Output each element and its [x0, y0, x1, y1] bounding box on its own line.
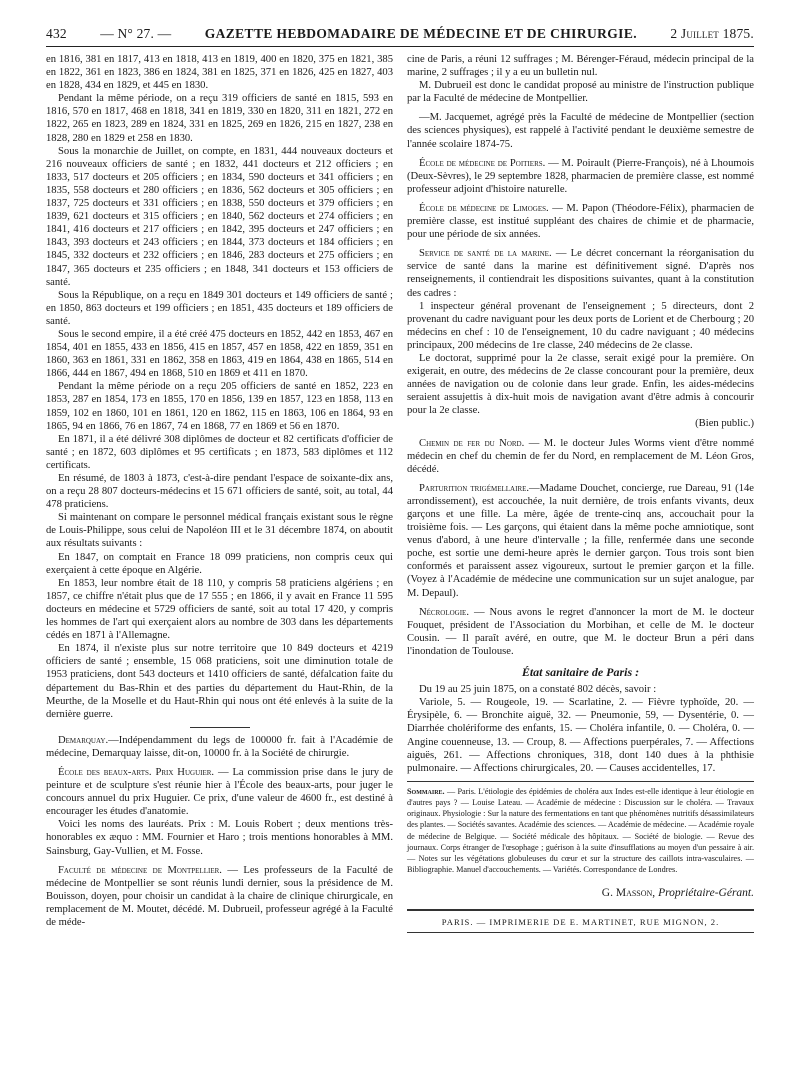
- article-text: cine de Paris, a réuni 12 suffrages ; M. Bérenger-Féraud, médecin principal de la marine, 2 suffrages ; il y a eu un bulletin nul.: [407, 54, 754, 79]
- article-paragraph: [46, 92, 393, 144]
- article-text: En 1874, il n'existe plus sur notre territoire que 10 849 docteurs et 4219 officiers de santé ; ensemble, 15 068 praticiens, soit une diminution totale de 1953 praticiens, dont 543 docteurs et 1410 officiers de santé, défalcation faite du département du Bas-Rhin et des parties du département du Haut-Rhin, de la Meurthe, de la Moselle et du Haut-Rhin qui nous ont été enlevés à la suite de la dernière guerre.: [46, 643, 393, 720]
- left-column: [46, 53, 393, 1063]
- article-lead: Service de santé de la marine.: [419, 248, 552, 260]
- article-paragraph: [407, 202, 754, 241]
- article-text: Pendant la même période on a reçu 205 officiers de santé en 1852, 223 en 1853, 287 en 1854, 173 en 1855, 170 en 1856, 139 en 1857, 123 en 1858, 113 en 1859, 102 en 1860, 101 en 1861, 120 en 1862, 115 en 1863, 106 en 1864, 93 en 1865, 94 en 1866, 76 en 1867, 74 en 1868, 77 en 1869 et 56 en 1870.: [46, 381, 393, 432]
- article-text: — Le décret concernant la réorganisation du service de santé dans la marine est définitivement signé. D'après nos renseignements, il contiendrait les dispositions suivantes, quant à la constitution des cadres :: [407, 248, 754, 299]
- article-text: 1 inspecteur général provenant de l'enseignement ; 5 directeurs, dont 2 provenant du cadre naviguant pour les deux ports de Lorient et de Cherbourg ; 20 médecins en chef : 10 de l'enseignement, 10 du cadre naviguant ; 40 médecins principaux, 200 médecins de 1re classe, 240 médecins de 2e classe.: [407, 300, 754, 351]
- article-paragraph: [46, 511, 393, 550]
- article-text: —Madame Douchet, concierge, rue Dareau, 91 (14e arrondissement), est accouchée, la nuit dernière, de trois enfants vivants, deux garçons et une fille. La mère, âgée de trente-cinq ans, accouchait pour la troisième fois. — Les garçons, qui étaient dans la même poche amniotique, sont venus d'abord, à une heure d'intervalle ; la fille, renfermée dans une seconde poche, est sortie une demi-heure après le dernier garçon. Tous trois sont bien conformés et paraissent assez vigoureux, surtout le premier garçon et la fille. (Voyez à l'Académie de médecine une communication sur un sujet analogue, par M. Depaul).: [407, 482, 754, 599]
- article-text: Le doctorat, supprimé pour la 2e classe, serait exigé pour la première. On exigerait, en outre, des médecins de 2e classe concourant pour la première, deux années de navigation ou de colonie dans leur grade. Enfin, les aides-médecins seraient assujettis à dix-huit mois de navigation avant d'être admis à concourir pour la 2e classe.: [407, 352, 754, 417]
- article-text: En résumé, de 1803 à 1873, c'est-à-dire pendant l'espace de soixante-dix ans, on a reçu 28 807 docteurs-médecins et 15 671 officiers de santé, soit, au total, 44 478 praticiens.: [46, 473, 393, 511]
- article-paragraph: [407, 352, 754, 417]
- article-paragraph: [46, 766, 393, 818]
- issue-number: — N° 27. —: [100, 26, 172, 41]
- article-paragraph: [407, 53, 754, 79]
- article-paragraph: [46, 53, 393, 92]
- article-text: —Indépendamment du legs de 100000 fr. fait à l'Académie de médecine, Demarquay laisse, dit-on, 10000 fr. à la Société de chirurgie.: [46, 734, 393, 759]
- article-paragraph: [46, 328, 393, 380]
- article-paragraph: [46, 864, 393, 929]
- article-text: Sous la République, on a reçu en 1849 301 docteurs et 149 officiers de santé ; en 1850, 863 docteurs et 199 officiers ; en 1851, 435 docteurs et 189 officiers de santé.: [46, 289, 393, 327]
- summary-lead: Sommaire.: [407, 786, 445, 796]
- article-lead: Faculté de médecine de Montpellier.: [58, 864, 222, 876]
- article-paragraph: [407, 417, 754, 430]
- article-text: — M. Poirault (Pierre-François), né à Lhoumois (Deux-Sèvres), le 29 septembre 1828, pharmacien de première classe, est nommé professeur adjoint d'histoire naturelle.: [407, 157, 754, 195]
- article-lead: École des beaux-arts. Prix Huguier.: [58, 766, 215, 778]
- article-paragraph: [46, 145, 393, 289]
- right-column: [407, 53, 754, 1063]
- article-paragraph: [46, 734, 393, 760]
- article-text: — M. Papon (Théodore-Félix), pharmacien de première classe, est institué suppléant des chaires de chimie et de pharmacie, pour une période de six années.: [407, 202, 754, 241]
- signature-name: G. Masson,: [601, 887, 656, 900]
- article-lead: Parturition trigémellaire.: [419, 482, 530, 494]
- journal-title: GAZETTE HEBDOMADAIRE DE MÉDECINE ET DE CHIRURGIE.: [204, 26, 637, 41]
- article-text: Du 19 au 25 juin 1875, on a constaté 802 décès, savoir :: [419, 684, 657, 696]
- article-text: Si maintenant on compare le personnel médical français existant sous le règne de Louis-Philippe, sous celui de Napoléon III et le 31 décembre 1874, on aboutit aux résultats suivants :: [46, 512, 393, 550]
- article-text: Pendant la même période, on a reçu 319 officiers de santé en 1815, 593 en 1816, 570 en 1817, 468 en 1818, 341 en 1819, 330 en 1820, 311 en 1821, 272 en 1822, 265 en 1823, 289 en 1824, 331 en 1825, 269 en 1826, 215 en 1827, 238 en 1828, 280 en 1829 et 258 en 1830.: [46, 93, 393, 144]
- article-paragraph: [46, 380, 393, 432]
- article-text: En 1853, leur nombre était de 18 110, y compris 58 praticiens algériens ; en 1857, ce chiffre n'était plus que de 17 555 ; en 1866, il y avait en France 11 595 docteurs en médecine et 5729 officiers de santé, soit au total 17 420, y compris les hommes de l'art qui exerçaient alors au nombre de 303 dans les départements cédés en 1871 à l'Allemagne.: [46, 577, 393, 642]
- article-paragraph: [46, 472, 393, 511]
- article-text: —M. Jacquemet, agrégé près la Faculté de médecine de Montpellier (section des sciences physiques), est rappelé à l'activité pendant le deuxième semestre de l'année scolaire 1874-75.: [407, 112, 754, 150]
- article-paragraph: [46, 818, 393, 857]
- article-text: Sous le second empire, il a été créé 475 docteurs en 1852, 442 en 1853, 467 en 1854, 401 en 1855, 433 en 1856, 415 en 1857, 457 en 1858, 422 en 1859, 351 en 1860, 363 en 1861, 331 en 1862, 358 en 1863, 419 en 1864, 438 en 1865, 514 en 1866, 444 en 1867, 494 en 1868, 510 en 1869 et 411 en 1870.: [46, 328, 393, 380]
- article-paragraph: [46, 433, 393, 472]
- issue-summary: [407, 781, 754, 876]
- page-number: 432: [46, 26, 67, 41]
- article-paragraph: [407, 482, 754, 600]
- publisher-signature: [407, 887, 754, 900]
- signature-role: Propriétaire-Gérant.: [655, 887, 754, 900]
- article-text: en 1816, 381 en 1817, 413 en 1818, 413 en 1819, 400 en 1820, 375 en 1821, 385 en 1822, 361 en 1823, 386 en 1824, 381 en 1825, 371 en 1826, 425 en 1827, 403 en 1828, 434 en 1829, et 445 en 1830.: [46, 54, 393, 92]
- article-lead: Demarquay.: [58, 734, 109, 746]
- article-text: — La commission prise dans le jury de peinture et de sculpture s'est réunie hier à l'École des beaux-arts, pour juger le concours annuel du prix Huguier. Ce prix, d'une valeur de 4600 fr., est destiné à encourager les études d'anatomie.: [46, 766, 393, 818]
- article-text: (Bien public.): [695, 418, 754, 430]
- article-paragraph: [46, 551, 393, 577]
- article-text: Voici les noms des lauréats. Prix : M. Louis Robert ; deux mentions très-honorables ex æquo : MM. Fournier et Haro ; trois mentions honorables à MM. Sainsburg, Gay-Vullien, et M. Fosse.: [46, 819, 393, 857]
- article-lead: Nécrologie.: [419, 606, 469, 618]
- columns: [46, 53, 754, 1063]
- article-lead: École de médecine de Limoges.: [419, 202, 549, 214]
- article-lead: École de médecine de Poitiers.: [419, 157, 546, 169]
- article-text: En 1871, il a été délivré 308 diplômes de docteur et 82 certificats d'officier de santé ; en 1872, 603 diplômes et 95 certificats ; en 1873, 583 diplômes et 112 certificats.: [46, 433, 393, 471]
- page-header: [46, 26, 754, 47]
- article-paragraph: [407, 683, 754, 696]
- article-paragraph: [407, 437, 754, 476]
- article-paragraph: [407, 300, 754, 352]
- article-paragraph: [46, 289, 393, 328]
- article-text: Variole, 5. — Rougeole, 19. — Scarlatine, 2. — Fièvre typhoïde, 20. — Érysipèle, 6. — Bronchite aiguë, 32. — Pneumonie, 59, — Dysentérie, 0. — Diarrhée cholériforme des enfants, 15. — Choléra infantile, 0. — Choléra, 0. — Angine couenneuse, 13. — Croup, 8. — Affections puerpérales, 7. — Affections aiguës, 261. — Affections chroniques, 318, dont 140 dues à la phthisie pulmonaire. — Affections chirurgicales, 20. — Causes accidentelles, 17.: [407, 697, 754, 774]
- article-paragraph: [407, 606, 754, 658]
- article-paragraph: [46, 642, 393, 721]
- article-text: — Les professeurs de la Faculté de médecine de Montpellier se sont réunis lundi dernier, sous la présidence de M. Bouisson, doyen, pour choisir un candidat à la chaire de clinique chirurgicale, en remplacement de M. Moutet, décédé. M. Dubrueil, professeur agrégé à la Faculté de méde-: [46, 864, 393, 928]
- article-text: M. Dubrueil est donc le candidat proposé au ministre de l'instruction publique par la Faculté de médecine de Montpellier.: [407, 80, 754, 105]
- article-paragraph: [407, 79, 754, 105]
- article-text: En 1847, on comptait en France 18 099 praticiens, non compris ceux qui exerçaient à cette époque en Algérie.: [46, 551, 393, 576]
- article-text: — Nous avons le regret d'annoncer la mort de M. le docteur Fouquet, président de l'Association du Morbihan, et celle de M. le docteur Cousin. — Il paraît avéré, en outre, que M. le docteur Brun a péri dans l'inondation de Toulouse.: [407, 606, 754, 657]
- article-paragraph: [46, 577, 393, 642]
- article-text: Sous la monarchie de Juillet, on compte, en 1831, 444 nouveaux docteurs et 216 nouveaux officiers de santé ; en 1832, 441 docteurs et 212 officiers ; en 1833, 517 docteurs et 205 officiers ; en 1834, 590 docteurs et 341 officiers ; en 1835, 558 docteurs et 280 officiers ; en 1836, 562 docteurs et 305 officiers ; en 1837, 725 docteurs et 331 officiers ; en 1838, 550 docteurs et 379 officiers ; en 1839, 621 docteurs et 315 officiers ; en 1840, 562 docteurs et 274 officiers ; en 1841, 416 docteurs et 217 officiers ; en 1842, 395 docteurs et 247 officiers ; en 1843, 393 docteurs et 243 officiers ; en 1844, 373 docteurs et 184 officiers ; en 1845, 332 docteurs et 232 officiers ; en 1846, 283 docteurs et 275 officiers ; en 1847, 365 docteurs et 235 officiers ; en 1848, 341 docteurs et 153 officiers de santé.: [46, 145, 393, 288]
- section-divider: [190, 727, 250, 728]
- section-heading: État sanitaire de Paris :: [521, 665, 640, 680]
- summary-text: — Paris. L'étiologie des épidémies de choléra aux Indes est-elle identique à leur étiologie en d'autres pays ? — Louise Lateau. — Académie de médecine : Discussion sur le choléra. — Travaux originaux. Physiologie : Sur la nature des fermentations en tant que phénomènes nutritifs désassimilateurs des plantes. — Sociétés savantes. Académie des sciences. — Académie de médecine. — Académie royale de médecine de Belgique. — Société médicale des hôpitaux. — Société de biologie. — Revue des journaux. Corps étranger de l'œsophage ; guérison à la suite d'insufflations au moyen d'un pessaire à air. — Notes sur les végétations globuleuses du cœur et sur la structure des caillots intra-vasculaires. — Bibliographie. Manuel d'accouchements. — Variétés. Correspondance de Londres.: [407, 786, 754, 875]
- article-paragraph: [407, 696, 754, 775]
- article-paragraph: [407, 111, 754, 150]
- article-paragraph: [407, 247, 754, 299]
- printer-imprint: PARIS. — IMPRIMERIE DE E. MARTINET, RUE MIGNON, 2.: [407, 909, 754, 933]
- article-paragraph: [407, 157, 754, 196]
- article-text: — M. le docteur Jules Worms vient d'être nommé médecin en chef du chemin de fer du Nord, en remplacement de M. Léon Gros, décédé.: [407, 437, 754, 475]
- issue-date: 2 Juillet 1875.: [670, 26, 754, 41]
- article-lead: Chemin de fer du Nord.: [419, 437, 525, 449]
